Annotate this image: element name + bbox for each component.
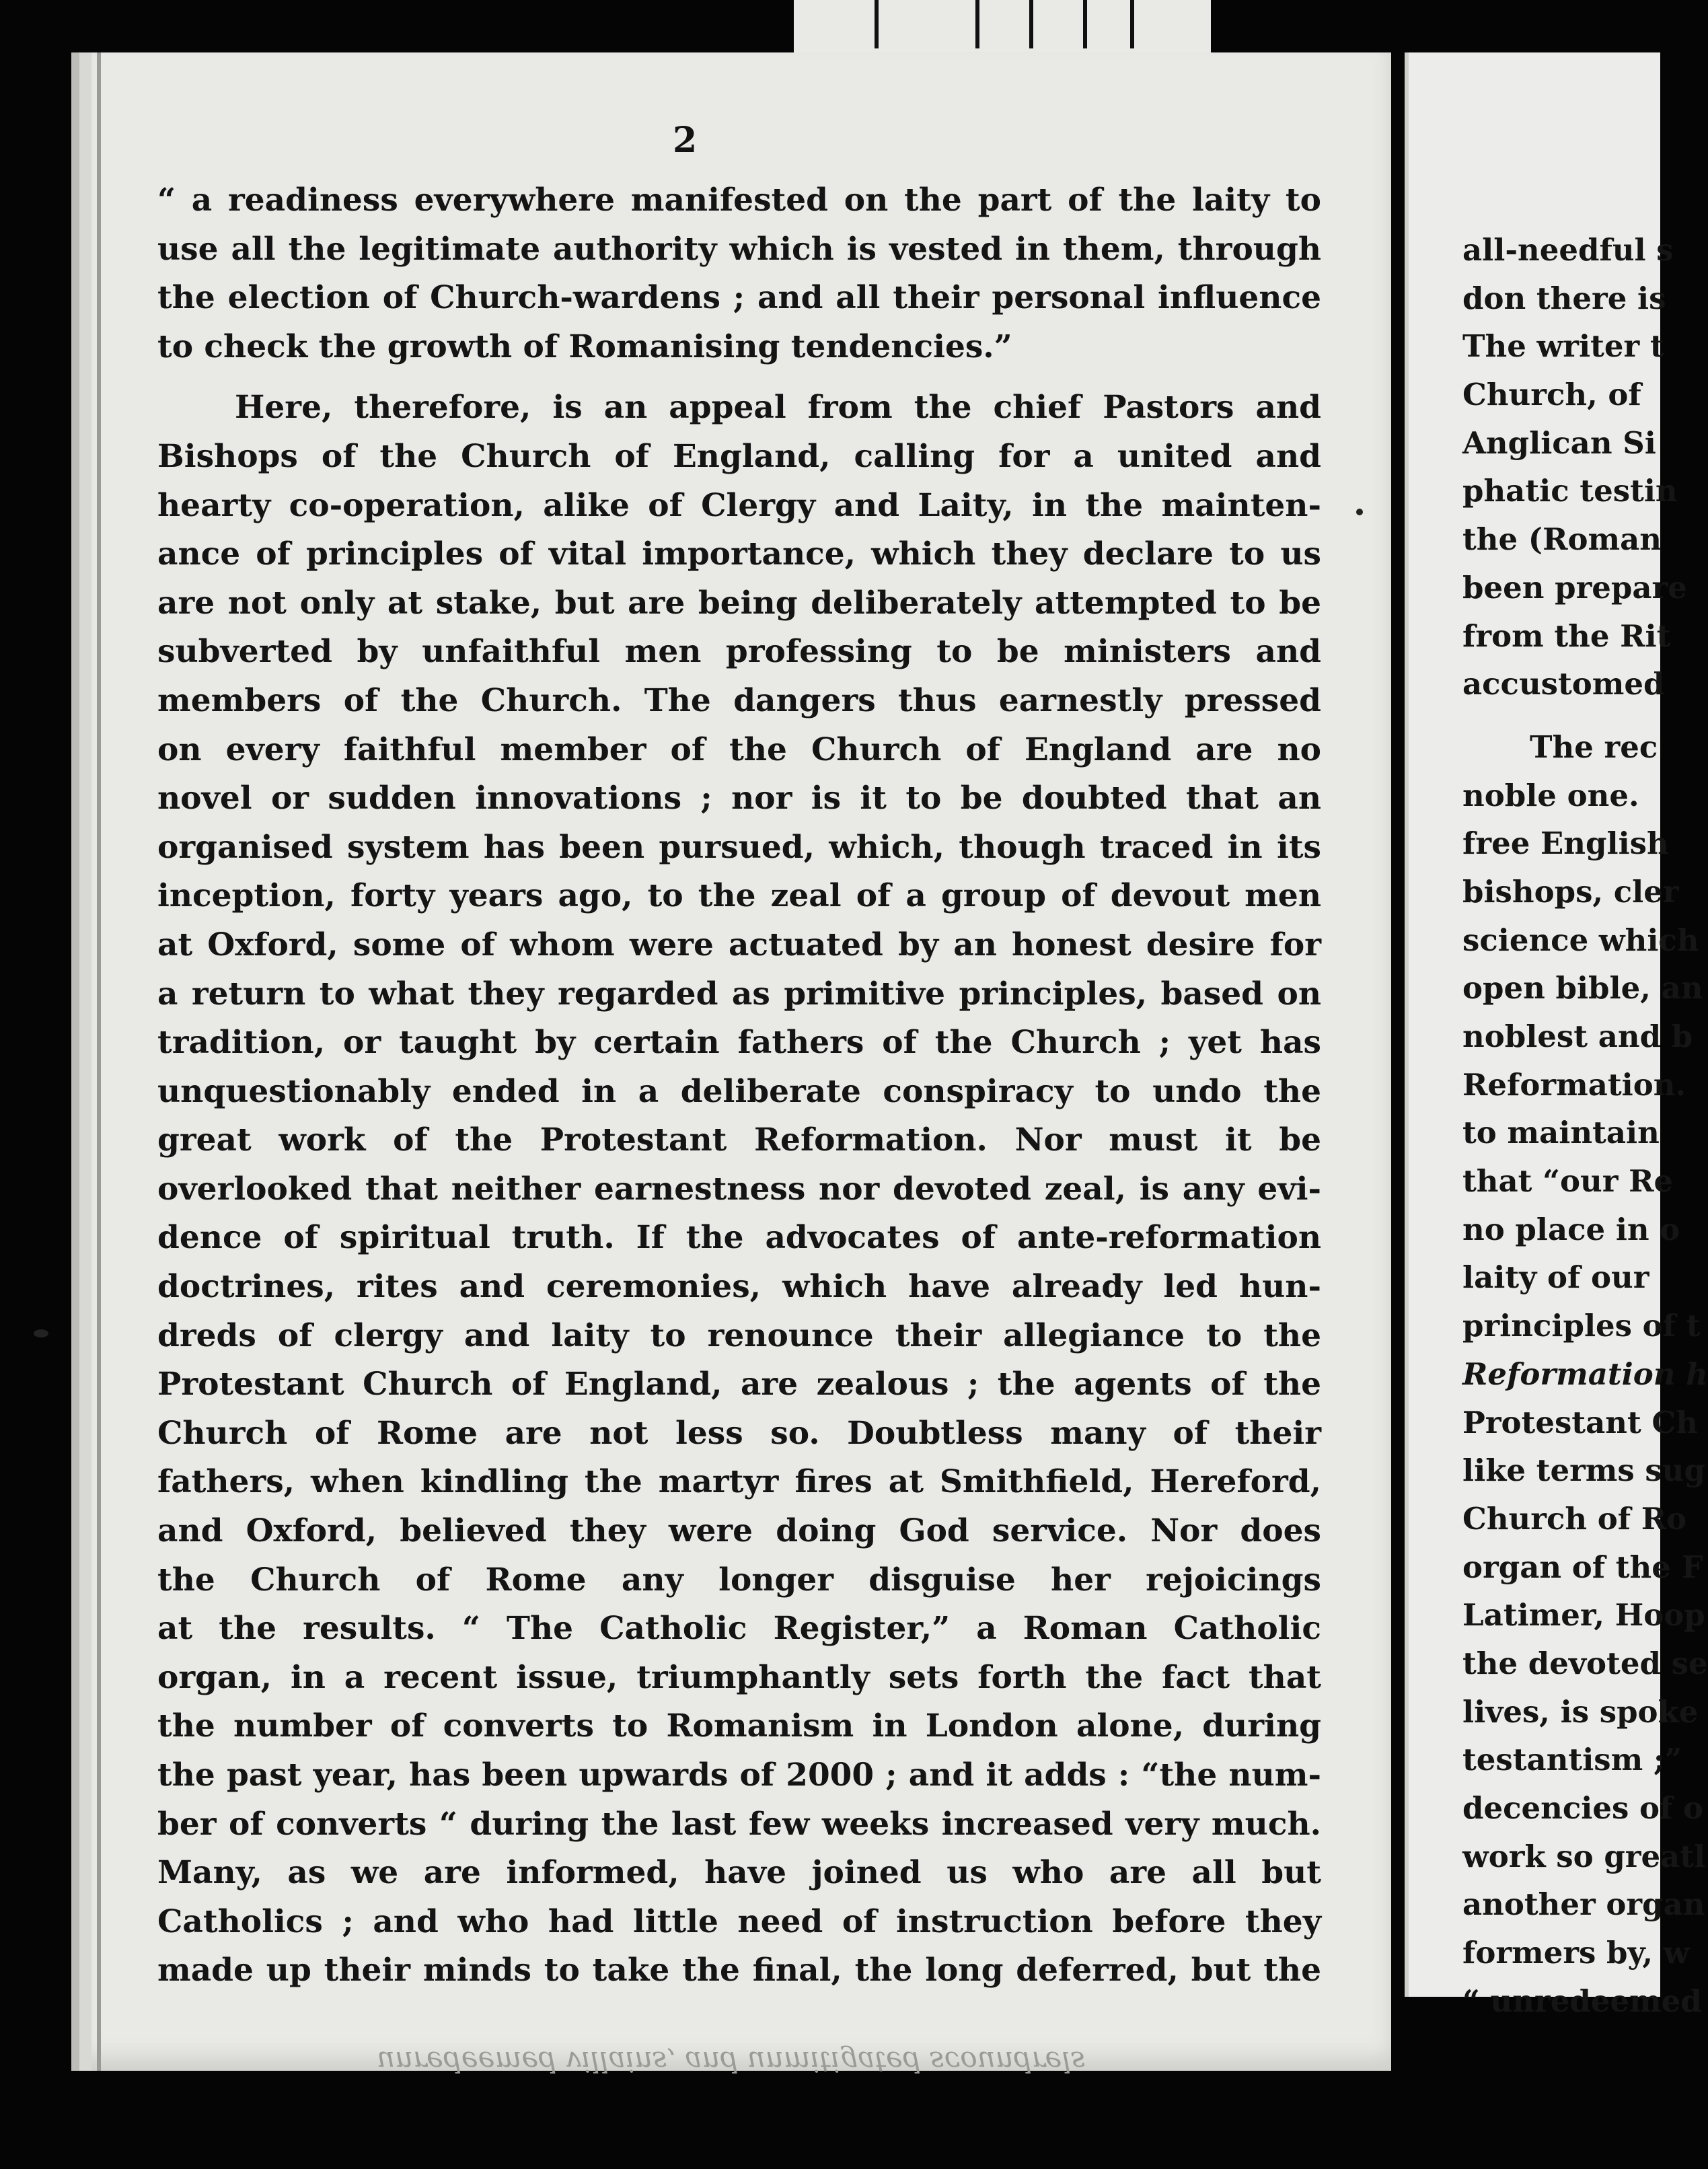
- text-line: “ unredeemed: [1462, 1983, 1702, 2019]
- text-line: that “our Re: [1462, 1163, 1674, 1200]
- text-line: open bible, an: [1462, 970, 1703, 1006]
- text-line: use all the legitimate authority which is vested in them, through: [157, 230, 1321, 268]
- text-line: novel or sudden innovations ; nor is it to be doubted that an: [157, 780, 1321, 817]
- text-line: fathers, when kindling the martyr fires at Smithfield, Hereford,: [157, 1463, 1321, 1501]
- text-line: unquestionably ended in a deliberate conspiracy to undo the: [157, 1072, 1321, 1110]
- text-line: the past year, has been upwards of 2000 ; and it adds : “the num-: [157, 1757, 1321, 1794]
- text-line: principles of t: [1462, 1308, 1701, 1344]
- text-line: “ a readiness everywhere manifested on the part of the laity to: [157, 182, 1321, 219]
- text-line: don there is: [1462, 280, 1666, 316]
- text-line: like terms sug: [1462, 1453, 1705, 1489]
- text-line: phatic testin: [1462, 473, 1678, 509]
- text-line: Many, as we are informed, have joined us who are all but: [157, 1854, 1321, 1892]
- text-line: Catholics ; and who had little need of instruction before they: [157, 1903, 1321, 1940]
- text-line: Reformation.: [1462, 1066, 1686, 1103]
- text-line: formers by, w: [1462, 1935, 1690, 1971]
- text-line: on every faithful member of the Church of England are no: [157, 731, 1321, 768]
- text-line: noblest and b: [1462, 1019, 1693, 1054]
- text-line: and Oxford, believed they were doing God service. Nor does: [157, 1512, 1321, 1550]
- tab-tick: [975, 0, 979, 48]
- text-line: the number of converts to Romanism in London alone, during: [157, 1707, 1321, 1745]
- text-line: Latimer, Hoop: [1462, 1597, 1705, 1633]
- text-line: Reformation h: [1462, 1356, 1708, 1392]
- text-line: no place in o: [1462, 1211, 1680, 1247]
- left-page-body: [157, 176, 1321, 1995]
- text-line: organised system has been pursued, which, though traced in its: [157, 828, 1321, 866]
- ink-speck: [1356, 509, 1363, 515]
- text-line: free English: [1462, 825, 1669, 862]
- text-line: another organ: [1462, 1886, 1705, 1923]
- text-line: ance of principles of vital importance, which they declare to us: [157, 536, 1321, 573]
- text-line: ber of converts “ during the last few weeks increased very much.: [157, 1805, 1321, 1843]
- text-line: Church, of: [1462, 377, 1641, 413]
- text-line: decencies of o: [1462, 1790, 1704, 1826]
- text-line: organ of the F: [1462, 1549, 1703, 1585]
- text-line: Church of Ro: [1462, 1500, 1687, 1537]
- text-line: work so greatl: [1462, 1838, 1706, 1874]
- text-line: The rec: [1530, 729, 1658, 765]
- text-line: bishops, cler: [1462, 873, 1679, 910]
- text-line: Protestant Ch: [1462, 1404, 1698, 1440]
- tab-tick: [1083, 0, 1087, 48]
- text-line: made up their minds to take the final, the long deferred, but the: [157, 1952, 1321, 1989]
- page-number: 2: [673, 120, 698, 161]
- text-line: to maintain: [1462, 1115, 1660, 1151]
- right-page: [1405, 52, 1708, 2019]
- text-line: noble one.: [1462, 777, 1639, 813]
- tab-tick: [1130, 0, 1134, 48]
- text-line: Anglican Si: [1462, 425, 1656, 461]
- right-page-body: [1462, 226, 1708, 2025]
- text-line: overlooked that neither earnestness nor devoted zeal, is any evi-: [157, 1170, 1321, 1208]
- text-line: members of the Church. The dangers thus earnestly pressed: [157, 682, 1321, 719]
- text-line: the (Roman: [1462, 521, 1662, 558]
- text-line: great work of the Protestant Reformation. Nor must it be: [157, 1122, 1321, 1159]
- page-gutter-rule: [97, 52, 101, 2071]
- text-line: from the Rit: [1462, 618, 1671, 654]
- text-line: Church of Rome are not less so. Doubtless many of their: [157, 1414, 1321, 1452]
- text-line: dence of spiritual truth. If the advocates of ante-reformation: [157, 1219, 1321, 1257]
- text-line: the devoted se: [1462, 1645, 1708, 1681]
- text-line: the Church of Rome any longer disguise her rejoicings: [157, 1561, 1321, 1598]
- page-tabs-strip: [794, 0, 1211, 56]
- text-line: lives, is spoke: [1462, 1693, 1699, 1730]
- text-line: a return to what they regarded as primitive principles, based on: [157, 975, 1321, 1013]
- text-line: Here, therefore, is an appeal from the chief Pastors and: [235, 389, 1321, 427]
- text-line: dreds of clergy and laity to renounce their allegiance to the: [157, 1317, 1321, 1354]
- text-line: organ, in a recent issue, triumphantly sets forth the fact that: [157, 1658, 1321, 1696]
- text-line: subverted by unfaithful men professing to be ministers and: [157, 633, 1321, 671]
- text-line: science which: [1462, 922, 1699, 958]
- text-line: The writer t: [1462, 328, 1664, 365]
- text-line: tradition, or taught by certain fathers of the Church ; yet has: [157, 1024, 1321, 1062]
- text-line: all-needful s: [1462, 232, 1674, 268]
- text-line: the election of Church-wardens ; and all their personal influence: [157, 279, 1321, 317]
- text-line: laity of our: [1462, 1259, 1649, 1296]
- text-line: accustomed: [1462, 666, 1665, 702]
- tab-tick: [1029, 0, 1033, 48]
- text-line: been prepare: [1462, 569, 1687, 605]
- text-line: testantism ;”: [1462, 1742, 1682, 1778]
- text-line: Bishops of the Church of England, calling for a united and: [157, 437, 1321, 475]
- text-line: to check the growth of Romanising tendencies.”: [157, 328, 1012, 365]
- text-line: inception, forty years ago, to the zeal of a group of devout men: [157, 877, 1321, 915]
- text-line: at the results. “ The Catholic Register,” a Roman Catholic: [157, 1610, 1321, 1648]
- text-line: at Oxford, some of whom were actuated by an honest desire for: [157, 926, 1321, 963]
- tab-tick: [875, 0, 879, 48]
- text-line: hearty co-operation, alike of Clergy and Laity, in the mainten-: [157, 486, 1321, 524]
- text-line: doctrines, rites and ceremonies, which have already led hun-: [157, 1268, 1321, 1306]
- ink-speck: [34, 1329, 48, 1337]
- text-line: are not only at stake, but are being deliberately attempted to be: [157, 584, 1321, 622]
- text-line: Protestant Church of England, are zealous ; the agents of the: [157, 1366, 1321, 1403]
- bleed-through-text: unredeemed villains, and unmitigated scoundrels: [377, 2045, 1086, 2078]
